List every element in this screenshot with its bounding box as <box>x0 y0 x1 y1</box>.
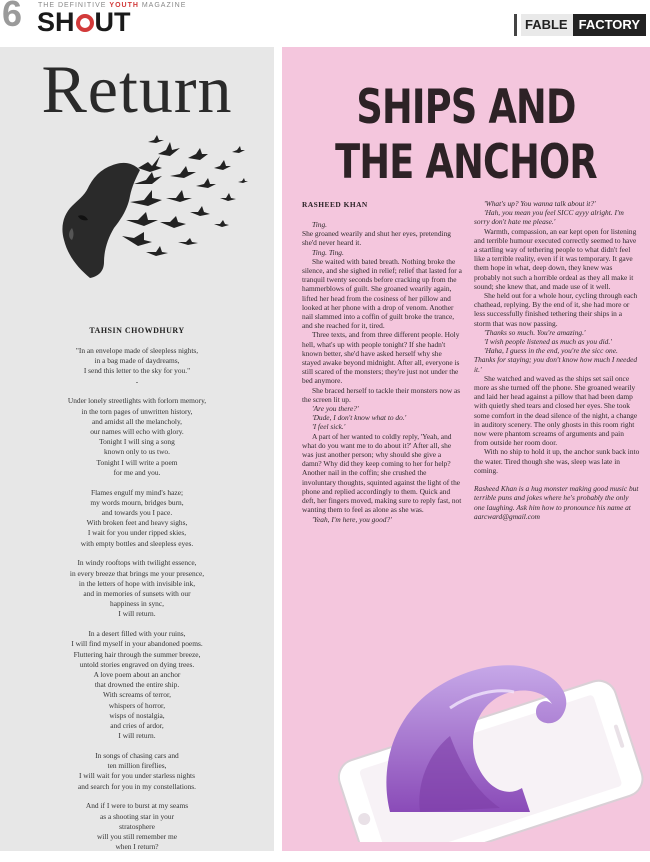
story-title-line1: SHIPS AND <box>356 80 576 135</box>
tagline-post: MAGAZINE <box>138 2 187 9</box>
poem-line: our names will echo with glory. <box>90 427 184 437</box>
poem-line: "In an envelope made of sleepless nights, <box>75 346 199 355</box>
poem-line: And if I were to burst at my seams <box>85 801 189 811</box>
story-paragraph: Ting. <box>312 220 327 229</box>
poem-line: In a desert filled with your ruins, <box>88 629 186 639</box>
poem-line: and cries of ardor, <box>110 721 164 731</box>
poem-title: Return <box>41 51 233 127</box>
birds-face-illustration <box>38 128 248 288</box>
story-paragraph: Warmth, compassion, an ear kept open for listening and terrible humour executed correctly seemed to have a startling way of tethering people to what didn't feel like a terrible reality, even if it was temporary. It gave them hope in what, deep down, they knew was probably not such a horrible ordeal as they all make it sound; she knew that, and made use of it well. <box>474 226 637 291</box>
poem-line: With screams of terror, <box>103 690 171 700</box>
story-paragraph: A part of her wanted to coldly reply, 'Yeah, and what do you want me to do about it?' After all, she was just another person; why should she give a damn? Why did they keep coming to her for help? Another nail in the coffin; she crushed the involuntary thoughts, squinted against the light of the phone and replied accordingly to them. Quick and deft, her fingers moved, making sure to reply fast, not wanting them to feel as alone as she was. <box>302 431 462 515</box>
logo-o-ring-icon <box>76 14 94 32</box>
author-bio: Rasheed Khan is a hug monster making good music but terrible puns and jokes where he's probably the only one laughing. Ask him how to pronounce his name at aarcward@gmail.com <box>474 484 639 521</box>
poem-stanza <box>8 629 266 741</box>
story-paragraph: 'I feel sick.' <box>312 422 346 432</box>
poem-line: A love poem about an anchor <box>93 670 181 680</box>
story-paragraph: She watched and waved as the ships set sail once more as she turned off the phone. She groaned wearily and laid her head against a pillow that had been damp with quietly shed tears and closed her eyes. She took some comfort in the dead silence of the night, a change in auditory scenery. The only ghosts in this room right now were phantom screams of arguments and pain from outside her room door. <box>474 373 638 448</box>
story-byline: RASHEED KHAN <box>302 200 368 209</box>
poem-line: in a bag made of daydreams, <box>94 356 180 366</box>
poem-line: my words mourn, bridges burn, <box>90 497 184 507</box>
poem-stanza <box>8 558 266 619</box>
poem-line: In songs of chasing cars and <box>95 751 179 761</box>
poem-line: Flames engulf my mind's haze; <box>90 487 184 497</box>
poem-line: and amidst all the melancholy, <box>91 416 183 426</box>
story-paragraph: 'Hah, you mean you feel SICC ayyy alright. I'm sorry don't hate me please.' <box>474 208 624 227</box>
poem-stanza <box>8 801 266 852</box>
phone-wave-illustration <box>300 612 650 842</box>
poem-line: that drowned the entire ship. <box>94 680 180 690</box>
story-paragraph: 'I wish people listened as much as you did.' <box>484 337 612 347</box>
poem-line: untold stories engraved on dying trees. <box>79 659 195 669</box>
poem-line: for me and you. <box>113 467 161 477</box>
poem-stanza <box>8 396 266 478</box>
tagline-accent: YOUTH <box>109 2 139 9</box>
poem-line: I wait for you under ripped skies, <box>87 528 187 538</box>
poem-line: I will wait for you under starless nights <box>79 771 195 781</box>
section-tag-word1: FABLE <box>521 14 573 36</box>
poem-author: TAHSIN CHOWDHURY <box>89 326 185 335</box>
magazine-logo <box>37 9 131 36</box>
poem-line: in the torn pages of unwritten history, <box>81 406 193 416</box>
poem-line: I send this letter to the sky for you." <box>83 366 191 376</box>
tagline-pre: THE DEFINITIVE <box>38 2 110 9</box>
story-paragraph: She held out for a whole hour, cycling through each chathead, replying. By the end of it, she had more or less successfully finished tethering their ships in a storm that was now passing. <box>474 291 638 328</box>
poem-line: whispers of horror, <box>108 700 166 710</box>
poem-line: - <box>135 376 139 386</box>
poem-line: and towards you I pace. <box>101 508 173 518</box>
logo-right-text: UT <box>94 7 131 37</box>
poem-line: ten million fireflies, <box>107 761 167 771</box>
section-tag-bar <box>514 14 517 36</box>
poem-line: I will return. <box>118 609 156 619</box>
section-tag-word2: FACTORY <box>573 14 646 36</box>
poem-line: I will find myself in your abandoned poems. <box>71 639 203 649</box>
poem-line: With broken feet and heavy sighs, <box>86 518 188 528</box>
poem-line: stratosphere <box>119 821 155 831</box>
poem-stanza <box>8 751 266 792</box>
poem-line: Tonight I will sing a song <box>99 437 175 447</box>
poem-line: known only to us two. <box>104 447 170 457</box>
poem-line: In windy rooftops with twilight essence, <box>77 558 197 568</box>
story-paragraph: She groaned wearily and shut her eyes, pretending she'd never heard it. <box>302 229 451 248</box>
poem-line: will you still remember me <box>96 832 178 842</box>
story-column-2 <box>474 199 640 521</box>
poem-line: with empty bottles and sleepless eyes. <box>80 538 194 548</box>
poem-line: Tonight I will write a poem <box>96 457 178 467</box>
story-title-line2: THE ANCHOR <box>335 135 597 190</box>
poem-line: in the letters of hope with invisible ink, <box>78 578 196 588</box>
poem-stanza <box>8 488 266 549</box>
story-paragraph: With no ship to hold it up, the anchor sunk back into the water. Tired though she was, sleep was late in coming. <box>474 447 640 475</box>
page-number: 6 <box>2 0 23 34</box>
story-paragraph: Ting. Ting. <box>312 247 344 257</box>
story-paragraph: She braced herself to tackle their monsters now as the screen lit up. <box>302 385 461 404</box>
poem-line: Under lonely streetlights with forlorn memory, <box>67 396 207 406</box>
story-paragraph: Three texts, and from three different people. Holy hell, what's up with people tonight? If she hadn't known better, she'd have asked herself why she stayed awake beyond midnight. After all, everyone is still scared of the monsters; they're just not under the bed anymore. <box>302 330 460 386</box>
story-paragraph: 'What's up? You wanna talk about it?' <box>484 199 596 208</box>
story-paragraph: 'Haha, I guess in the end, you're the sicc one. Thanks for staying; you don't know how much I needed it.' <box>474 346 638 374</box>
poem-stanza <box>8 346 266 387</box>
poem-body <box>8 346 266 862</box>
poem-line: I will return. <box>118 731 156 741</box>
poem-line: as a shooting star in your <box>99 811 175 821</box>
story-column-1 <box>302 220 462 524</box>
logo-left-text: SH <box>37 7 75 37</box>
poem-line: wisps of nostalgia, <box>109 710 165 720</box>
story-title <box>322 80 609 190</box>
poem-line: Fluttering hair through the summer breeze, <box>73 649 201 659</box>
poem-line: in every breeze that brings me your presence, <box>69 568 205 578</box>
poem-line: happiness in sync, <box>110 599 164 609</box>
story-paragraph: 'Thanks so much. You're amazing.' <box>484 327 586 337</box>
story-paragraph: 'Yeah, I'm here, you good?' <box>312 514 392 524</box>
poem-line: when I return? <box>115 842 159 852</box>
story-paragraph: She waited with bated breath. Nothing broke the silence, and she sighed in relief; relief that lasted for a tranquil twenty seconds before cracking up from the hammerblows of guilt. She groaned wearily again, lifted her head from the cosiness of her pillow and looked at her phone with a drop of venom. Another nail slammed into a coffin of guilt broke the trance, and she reached for it, tired. <box>302 256 462 331</box>
story-paragraph: 'Dude, I don't know what to do.' <box>312 413 407 423</box>
story-paragraph: 'Are you there?' <box>312 404 359 414</box>
poem-line: and search for you in my constellations. <box>77 781 196 791</box>
section-tag <box>514 14 646 36</box>
poem-line: and in memories of sunsets with our <box>83 589 191 599</box>
